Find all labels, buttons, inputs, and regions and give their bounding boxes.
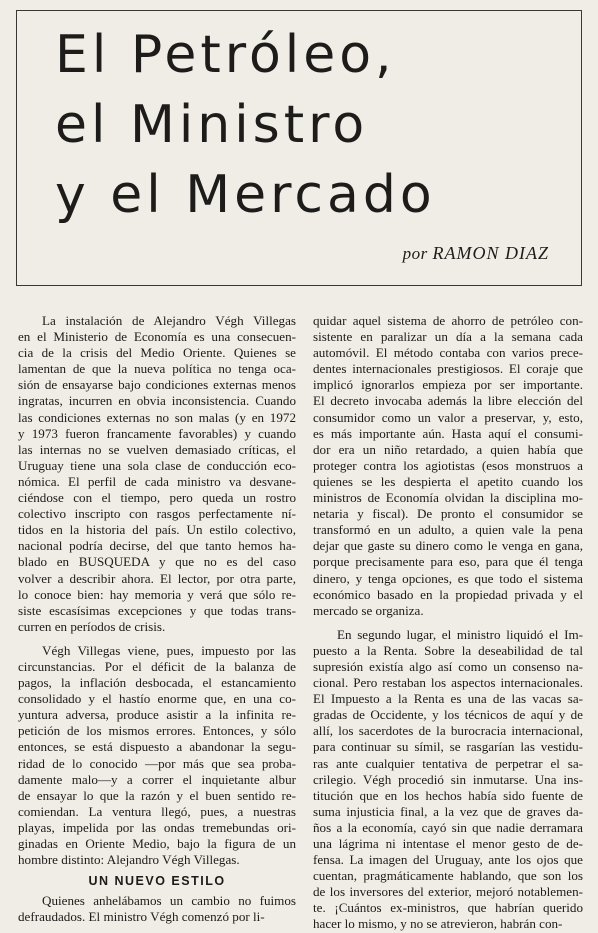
text-line: fensa. La imagen del Uruguay, ante los ojos que <box>313 852 583 868</box>
text-line: para continuar su símil, se rasgarían las vestidu- <box>313 739 583 755</box>
text-line: implicó ignorarlos empieza por ser importante. <box>313 377 583 393</box>
text-line: proteger contra los agiotistas (esos monstruos a <box>313 457 583 473</box>
text-line: Uruguay tiene una sola clase de conducción eco- <box>18 457 296 473</box>
text-line: porque precisamente para eso, para que él tenga <box>313 554 583 570</box>
text-line: nacional podría decirse, del que tanto hemos ha- <box>18 538 296 554</box>
text-line: puesto a la Renta. Sobre la deseabilidad de tal <box>313 642 583 658</box>
text-line: de ensayar lo que la razón y el buen sentido re- <box>18 787 296 803</box>
text-line: hombre distinto: Alejandro Végh Villegas. <box>18 852 240 868</box>
text-line: sistente en paralizar un día a la semana cada <box>313 329 583 345</box>
text-line: cional. Pero restaban los aspectos internacionales. <box>313 675 583 691</box>
text-line: damente malo—y a correr el inquietante albur <box>18 771 296 787</box>
text-line: dor era un niño retardado, a quien había que <box>313 441 583 457</box>
text-line: Végh Villegas viene, pues, impuesto por las <box>42 642 296 658</box>
article-column-right <box>313 313 583 933</box>
text-line: curren en períodos de crisis. <box>18 618 166 634</box>
text-line: en el Ministerio de Economía es una consecuen- <box>18 329 296 345</box>
text-line: siste escasísimas excepciones y que todas trans- <box>18 602 296 618</box>
article-column-left <box>18 313 296 925</box>
text-line: sión de ensayarse bajo condiciones externas menos <box>18 377 296 393</box>
text-line: nómica. El perfil de cada ministro va desvane- <box>18 473 296 489</box>
text-line: pagos, la inflación desbocada, el estancamiento <box>18 675 296 691</box>
text-line: quienes se les despierta el apetito cuando los <box>313 473 583 489</box>
text-line: netaria y fiscal). De pronto el consumidor se <box>313 506 583 522</box>
text-line: yuntura adversa, produce asistir a la infinita re- <box>18 707 296 723</box>
text-line: cia de la crisis del Medio Oriente. Quienes se <box>18 345 296 361</box>
text-line: dentes internacionales prestigiosos. El coraje que <box>313 361 583 377</box>
text-line: Quienes anhelábamos un cambio no fuimos <box>42 893 296 909</box>
text-line: de los inversores del exterior, mejoró notablemen- <box>313 884 583 900</box>
text-line: ingratas, incurren en obvia inconsistencia. Cuando <box>18 393 296 409</box>
text-line: quidar aquel sistema de ahorro de petróleo con- <box>313 313 583 328</box>
text-line: transformó en un adulto, a quien vale la pena <box>313 522 583 538</box>
text-line: allí, los sacerdotes de la burocracia internacional, <box>313 723 583 739</box>
text-line: ras ante cualquier tentativa de perpetrar el sa- <box>313 755 583 771</box>
text-line: y 1973 fueron francamente favorables) y cuando <box>18 425 296 441</box>
byline <box>403 243 549 264</box>
text-line: titución que en los hechos había sido fuente de <box>313 787 583 803</box>
headline-line-2: el Ministro <box>55 95 369 155</box>
text-line: En segundo lugar, el ministro liquidó el Im- <box>337 626 583 642</box>
text-line: volver a describir ahora. El lector, por otra parte, <box>18 570 296 586</box>
text-line: ños a la economía, cayó sin que nadie derramara <box>313 819 583 835</box>
text-line: tidos en la historia del país. Un estilo colectivo, <box>18 522 296 538</box>
text-line: consumidor como un valor a preservar, y, esto, <box>313 409 583 425</box>
text-line: La instalación de Alejandro Végh Villegas <box>42 313 296 328</box>
text-line: El Impuesto a la Renta es una de las vacas sa- <box>313 691 583 707</box>
text-line: dejar que gaste su dinero como le venga en gana, <box>313 538 583 554</box>
text-line: ciéndose con el tiempo, pero queda un rostro <box>18 490 296 506</box>
text-line: comiendan. La ventura llegó, pues, a nuestras <box>18 803 296 819</box>
text-line: suma injusticia final, a la vez que de graves da- <box>313 803 583 819</box>
text-line: dinero, y tenga opciones, es que todo el sistema <box>313 570 583 586</box>
text-line: circunstancias. Por el déficit de la balanza de <box>18 658 296 674</box>
text-line: una lágrima ni intentase el menor gesto de de- <box>313 836 583 851</box>
paragraph-gap <box>18 635 296 643</box>
title-box <box>16 10 582 286</box>
text-line: es más importante aún. Hasta aquí el consumi- <box>313 425 583 441</box>
text-line: las condiciones externas no son malas (y en 1972 <box>18 409 296 425</box>
text-line: consolidado y el hastío enorme que, en una co- <box>18 691 296 707</box>
text-line: mercado se organiza. <box>313 602 424 618</box>
headline-line-1: El Petróleo, <box>55 25 396 85</box>
headline-line-3: y el Mercado <box>55 165 436 225</box>
text-line: ginadas en Oriente Medio, bajo la figura de un <box>18 836 296 851</box>
text-line: ridad de lo conocido —por más que sea proba- <box>18 755 296 771</box>
paragraph-gap <box>313 619 583 627</box>
text-line: playas, impelida por las ondas tremebundas ori- <box>18 819 296 835</box>
text-line: crilegio. Végh procedió sin inmutarse. Una ins- <box>313 771 583 787</box>
text-line: defraudados. El ministro Végh comenzó por li- <box>18 909 265 925</box>
text-line: lo conoce bien: hay memoria y verá que sólo re- <box>18 586 296 602</box>
byline-author: RAMON DIAZ <box>432 243 549 263</box>
text-line: colectivo inscripto con rasgos perfectamente ní- <box>18 506 296 522</box>
text-line: hacer lo mismo, y no se atrevieron, habrán con- <box>313 916 563 932</box>
text-line: El decreto invocaba además la libre elección del <box>313 393 583 409</box>
text-line: gradas de Occidente, y los técnicos de aquí y de <box>313 707 583 723</box>
text-line: las internas no se vuelven demasiado críticas, el <box>18 441 296 457</box>
byline-prefix: por <box>402 244 428 263</box>
text-line: ministros de Economía olvidan la disciplina mo- <box>313 490 583 506</box>
text-line: entonces, se está dispuesto a abandonar la segu- <box>18 739 296 755</box>
text-line: económico basado en la propiedad privada y el <box>313 586 583 602</box>
text-line: te. ¡Cuántos ex-ministros, que habrían querido <box>313 900 583 916</box>
text-line: supresión existía algo así como un consenso na- <box>313 658 583 674</box>
text-line: automóvil. El método contaba con varios prece- <box>313 345 583 361</box>
text-line: lamentan de que la nueva política no tenga oca- <box>18 361 296 377</box>
section-subheading: UN NUEVO ESTILO <box>88 874 226 889</box>
text-line: cuentan, pragmáticamente hablando, que son los <box>313 868 583 884</box>
text-line: petición de los mismos errores. Entonces, y sólo <box>18 723 296 739</box>
text-line: blado en BUSQUEDA y que no es del caso <box>18 554 296 570</box>
